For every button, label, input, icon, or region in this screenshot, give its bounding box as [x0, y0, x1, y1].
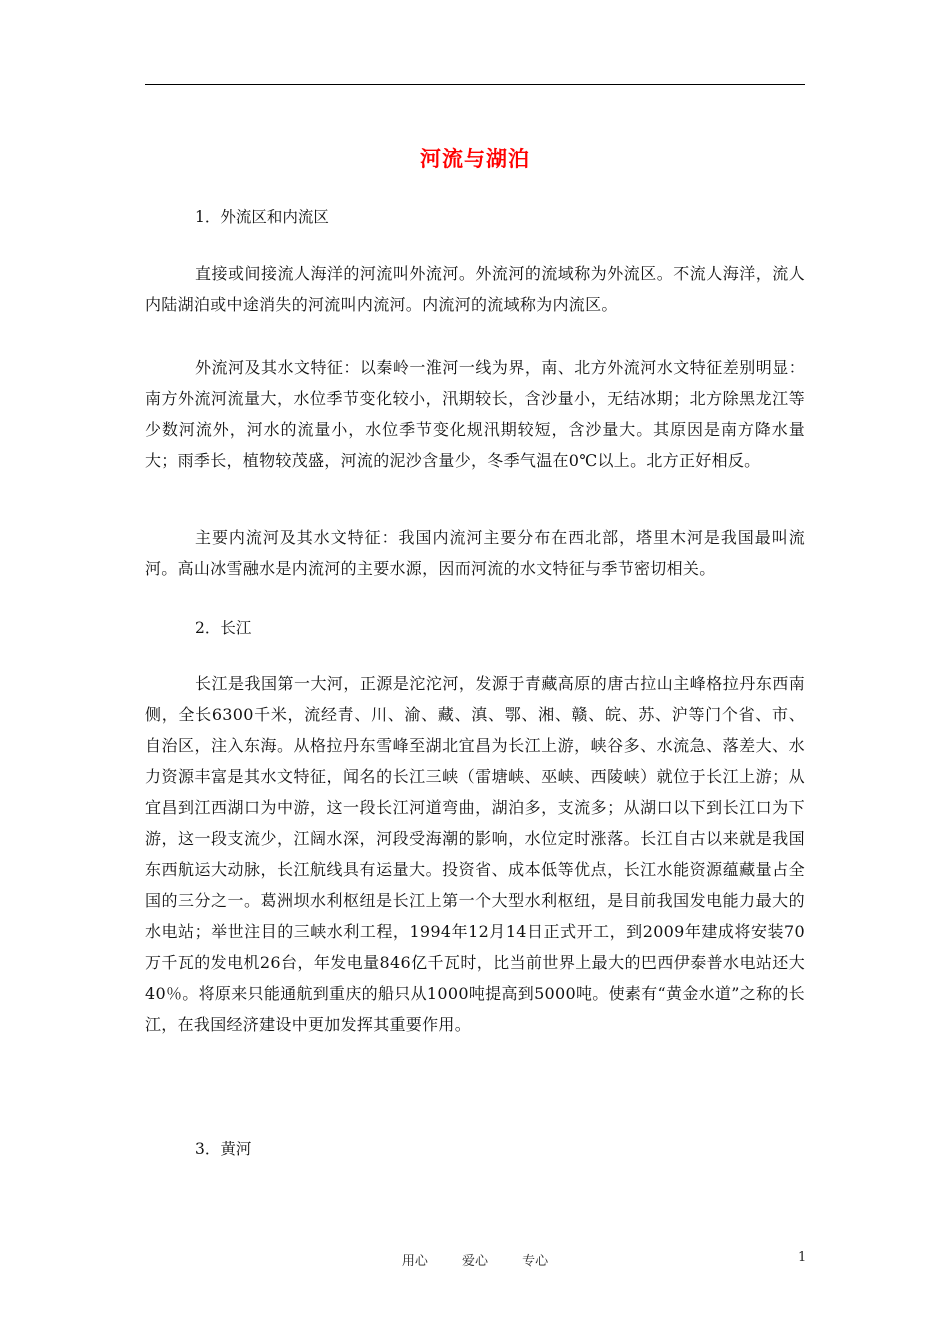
page-number: 1 — [798, 1250, 807, 1265]
page-title: 河流与湖泊 — [420, 147, 530, 171]
section-heading-1: 1．外流区和内流区 — [195, 208, 329, 226]
paragraph: 长江是我国第一大河，正源是沱沱河，发源于青藏高原的唐古拉山主峰格拉丹东西南侧，全长6300千米，流经青、川、渝、藏、滇、鄂、湘、赣、皖、苏、沪等门个省、市、自治区，注入东海。从格拉丹东雪峰至湖北宜昌为长江上游，峡谷多、水流急、落差大、水力资源丰富是其水文特征，闻名的长江三峡（雷塘峡、巫峡、西陵峡）就位于长江上游；从宜昌到江西湖口为中游，这一段长江河道弯曲，湖泊多，支流多；从湖口以下到长江口为下游，这一段支流少，江阔水深，河段受海潮的影响，水位定时涨落。长江自古以来就是我国东西航运大动脉，长江航线具有运量大。投资省、成本低等优点，长江水能资源蕴藏量占全国的三分之一。葛洲坝水利枢纽是长江上第一个大型水利枢纽，是目前我国发电能力最大的水电站；举世注目的三峡水利工程，1994年12月14日正式开工，到2009年建成将安装70万千瓦的发电机26台，年发电量846亿千瓦时，比当前世界上最大的巴西伊泰普水电站还大40％。将原来只能通航到重庆的船只从1000吨提高到5000吨。使素有“黄金水道”之称的长江，在我国经济建设中更加发挥其重要作用。 — [145, 674, 805, 1034]
section-heading-2: 2．长江 — [195, 619, 252, 637]
paragraph: 外流河及其水文特征：以秦岭一淮河一线为界，南、北方外流河水文特征差别明显：南方外流河流量大，水位季节变化较小，汛期较长，含沙量小，无结冰期；北方除黑龙江等少数河流外，河水的流量小，水位季节变化规汛期较短，含沙量大。其原因是南方降水量大；雨季长，植物较茂盛，河流的泥沙含量少，冬季气温在0℃以上。北方正好相反。 — [145, 358, 805, 470]
header-rule — [145, 84, 805, 85]
paragraph: 主要内流河及其水文特征：我国内流河主要分布在西北部，塔里木河是我国最叫流河。高山冰雪融水是内流河的主要水源，因而河流的水文特征与季节密切相关。 — [145, 528, 805, 578]
footer-item: 爱心 — [461, 1254, 488, 1269]
footer-item: 专心 — [522, 1254, 549, 1269]
footer-item: 用心 — [401, 1254, 428, 1269]
section-heading-3: 3．黄河 — [195, 1140, 252, 1158]
page-footer — [0, 1250, 950, 1269]
paragraph: 直接或间接流人海洋的河流叫外流河。外流河的流域称为外流区。不流人海洋，流人内陆湖泊或中途消失的河流叫内流河。内流河的流域称为内流区。 — [145, 264, 805, 314]
